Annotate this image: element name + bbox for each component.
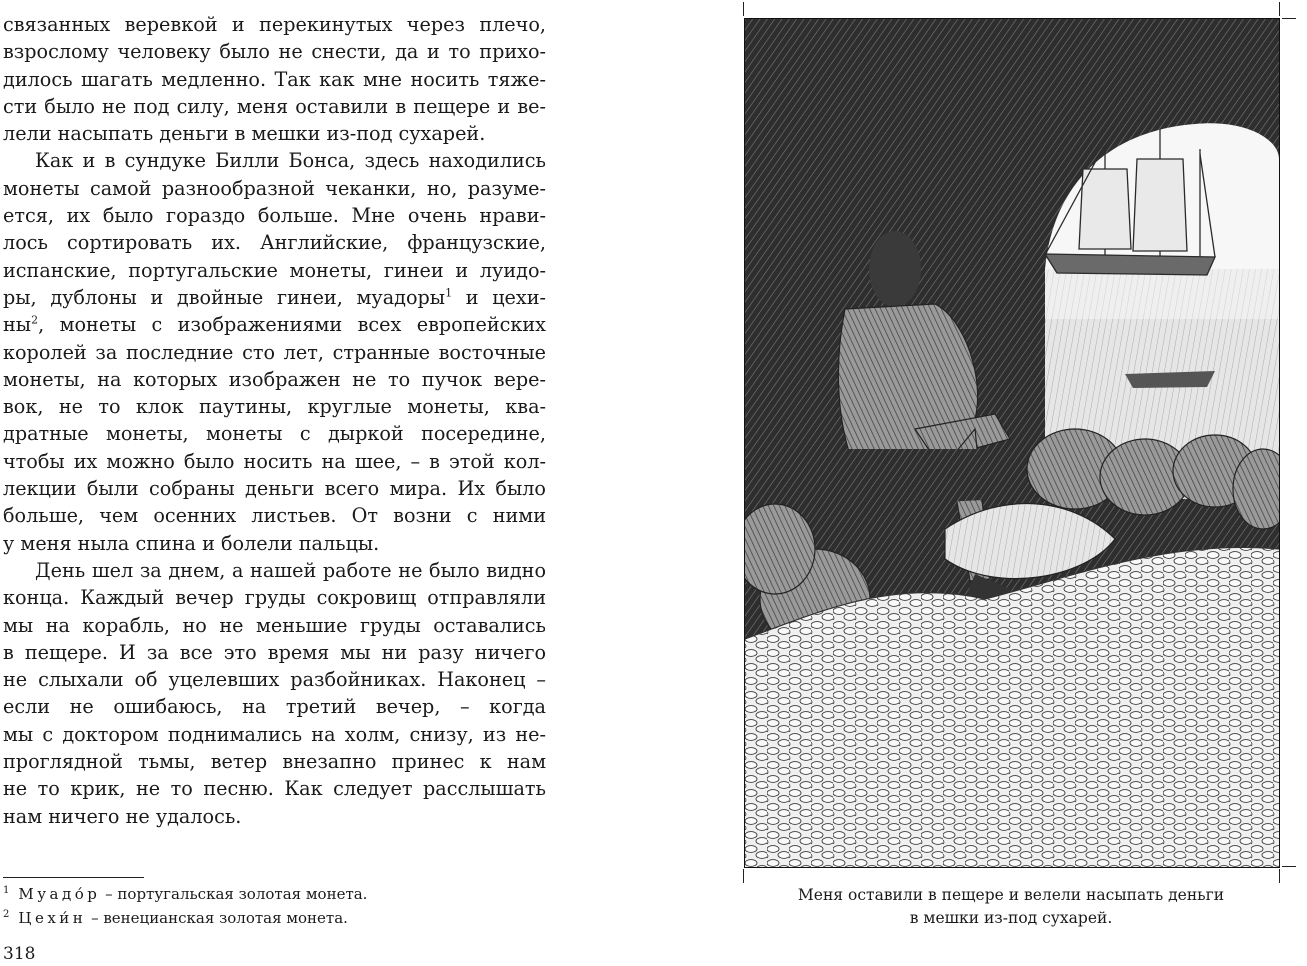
caption-line: в мешки из-под сухарей. bbox=[909, 909, 1113, 927]
illustration bbox=[744, 18, 1280, 868]
text-line: лели насыпать деньги в мешки из-под сухарей. bbox=[3, 122, 486, 146]
text-fragment: ны bbox=[3, 313, 32, 337]
text-line: больше, чем осенних листьев. От возни с ними bbox=[3, 504, 546, 528]
text-line: если не ошибаюсь, на третий вечер, – когда bbox=[3, 695, 546, 719]
footnote-2 bbox=[3, 906, 543, 930]
text-line: сти было не под силу, меня оставили в пещере и ве- bbox=[3, 94, 546, 118]
text-line: не то крик, не то песню. Как следует расслышать bbox=[3, 777, 546, 801]
text-line: королей за последние сто лет, странные восточные bbox=[3, 340, 546, 364]
text-line: связанных веревкой и перекинутых через плечо, bbox=[3, 13, 546, 36]
text-line: монеты, на которых изображен не то пучок вере- bbox=[3, 367, 546, 391]
footnote-definition: – венецианская золотая монета. bbox=[91, 909, 348, 927]
crop-mark bbox=[1279, 2, 1280, 16]
footnote-ref-1: 1 bbox=[445, 286, 453, 300]
text-line: конца. Каждый вечер груды сокровищ отправляли bbox=[3, 586, 546, 610]
crop-mark bbox=[1279, 869, 1280, 883]
text-line: День шел за днем, а нашей работе не было видно bbox=[35, 558, 546, 582]
text-line: взрослому человеку было не снести, да и то прихо- bbox=[3, 40, 546, 64]
text-line: нам ничего не удалось. bbox=[3, 804, 242, 828]
text-line: дратные монеты, монеты с дыркой посередине, bbox=[3, 422, 546, 446]
text-line: у меня ныла спина и болели пальцы. bbox=[3, 531, 380, 555]
footnotes bbox=[3, 882, 543, 930]
footnote-number: 2 bbox=[3, 909, 10, 920]
footnote-number: 1 bbox=[3, 885, 10, 896]
main-text bbox=[3, 11, 546, 830]
text-line bbox=[3, 311, 546, 338]
footnote-ref-2: 2 bbox=[31, 313, 39, 327]
crop-mark bbox=[743, 2, 744, 16]
text-line: чтобы их можно было носить на шее, – в этой кол- bbox=[3, 449, 546, 473]
text-line: мы с доктором поднимались на холм, снизу, из не- bbox=[3, 722, 546, 746]
text-line: монеты самой разнообразной чеканки, но, разуме- bbox=[3, 176, 546, 200]
footnote-1 bbox=[3, 882, 543, 906]
footnote-divider bbox=[3, 877, 144, 878]
crop-mark bbox=[1282, 18, 1296, 19]
text-line: не слыхали об уцелевших разбойниках. Наконец – bbox=[3, 668, 546, 692]
footnote-term: Цехи́н bbox=[18, 909, 87, 927]
text-line: в пещере. И за все это время мы ни разу ничего bbox=[3, 640, 546, 664]
text-line: проглядной тьмы, ветер внезапно принес к нам bbox=[3, 750, 546, 774]
text-line: вок, не то клок паутины, круглые монеты, ква- bbox=[3, 395, 546, 419]
footnote-definition: – португальская золотая монета. bbox=[105, 885, 368, 903]
text-line: испанские, португальские монеты, гинеи и луидо- bbox=[3, 258, 546, 282]
left-page bbox=[0, 0, 560, 966]
crop-mark bbox=[1282, 866, 1296, 867]
crop-mark bbox=[743, 869, 744, 883]
text-fragment: , монеты с изображениями всех европейских bbox=[38, 313, 546, 337]
text-line: лекции были собраны деньги всего мира. Их было bbox=[3, 477, 546, 501]
footnote-term: Муадо́р bbox=[18, 885, 101, 903]
text-line bbox=[3, 284, 546, 311]
text-line: дилось шагать медленно. Так как мне носить тяже- bbox=[3, 67, 546, 91]
illustration-caption bbox=[744, 884, 1278, 930]
text-fragment: и цехи- bbox=[452, 285, 546, 309]
text-line: Как и в сундуке Билли Бонса, здесь находились bbox=[35, 149, 546, 173]
text-line: ется, их было гораздо больше. Мне очень нрави- bbox=[3, 204, 546, 228]
text-line: мы на корабль, но не меньшие груды оставались bbox=[3, 613, 546, 637]
text-fragment: ры, дублоны и двойные гинеи, муадоры bbox=[3, 285, 446, 309]
caption-line: Меня оставили в пещере и велели насыпать деньги bbox=[797, 886, 1225, 904]
treasure-cave-engraving bbox=[745, 19, 1279, 867]
page-number: 318 bbox=[3, 944, 36, 964]
text-line: лось сортировать их. Английские, французские, bbox=[3, 231, 546, 255]
